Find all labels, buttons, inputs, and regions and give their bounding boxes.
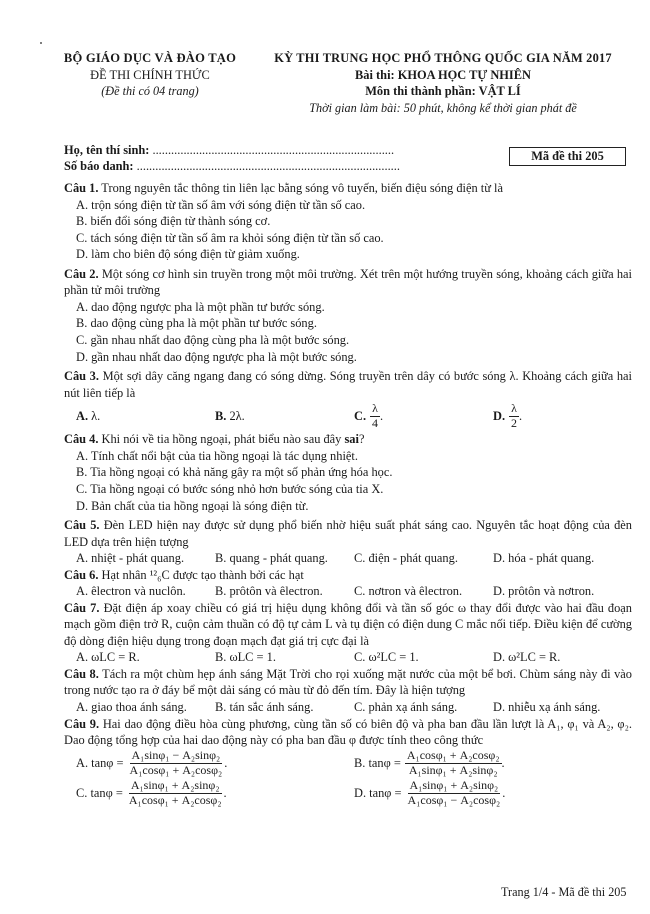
option-b: B. dao động cùng pha là một phần tư bước sóng. — [76, 316, 317, 331]
option-d: D. ω²LC = R. — [493, 650, 561, 665]
option-c: C. điện - phát quang. — [354, 551, 458, 566]
option-c: C. $\frac{\lambda}{4}$ . — [354, 400, 384, 430]
option-c: C. gần nhau nhất dao động cùng pha là một bước sóng. — [76, 333, 350, 348]
option-a: A. λ. — [76, 409, 101, 423]
option-c: C. tanφ = $\frac{\text{A₁sinφ₁ + A₂sinφ₂}}{\text{A₁cosφ₁ + A₂cosφ₂}}$ . — [76, 778, 227, 807]
question-stem: Một sợi dây căng ngang đang có sóng dừng. Sóng truyền trên dây có bước sóng λ. Khoảng cách giữa hai nút liên tiếp là — [64, 369, 632, 400]
option-b: B. biến đổi sóng điện từ thành sóng cơ. — [76, 214, 271, 229]
question-number: Câu 7. — [64, 600, 100, 615]
options-row — [64, 550, 632, 567]
options-row — [64, 401, 632, 431]
option-c: C. tách sóng điện từ tần số âm ra khỏi sóng điện từ tần số cao. — [76, 230, 384, 245]
question-8 — [64, 666, 632, 716]
formula-fraction: $\frac{\text{A₁sinφ₁ + A₂sinφ₂}}{\text{A₁cosφ₁ − A₂cosφ₂}}$ — [407, 778, 501, 807]
header-left — [50, 50, 250, 99]
option-d: D. tanφ = $\frac{\text{A₁sinφ₁ + A₂sinφ₂}}{\text{A₁cosφ₁ − A₂cosφ₂}}$ . — [354, 778, 506, 807]
option-a: A. Tính chất nổi bật của tia hồng ngoại là tác dụng nhiệt. — [76, 448, 358, 463]
candidate-id-field: ..................................................................................... — [133, 159, 400, 173]
exam-code-box: Mã đề thi 205 — [509, 147, 626, 166]
candidate-id-label: Số báo danh: — [64, 159, 134, 173]
question-number: Câu 3. — [64, 369, 99, 384]
candidate-id-line — [64, 158, 400, 174]
exam-component: Môn thi thành phần: VẬT LÍ — [365, 84, 521, 98]
option-a: A. dao động ngược pha là một phần tư bước sóng. — [76, 299, 325, 314]
question-stem: Hạt nhân ¹²₆C được tạo thành bởi các hạt — [98, 567, 304, 582]
questions-body — [64, 180, 632, 809]
question-6 — [64, 567, 632, 600]
option-b: B. Tia hồng ngoại có khả năng gây ra một số phản ứng hóa học. — [76, 465, 393, 480]
option-a: A. êlectron và nuclôn. — [76, 584, 186, 599]
option-b: B. tán sắc ánh sáng. — [215, 699, 314, 714]
options-row-ab — [64, 749, 632, 779]
option-a: A. tanφ = $\frac{\text{A₁sinφ₁ − A₂sinφ₂}}{\text{A₁cosφ₁ + A₂cosφ₂}}$ . — [76, 748, 228, 777]
option-d: D. nhiễu xạ ánh sáng. — [493, 699, 601, 714]
ministry-name: BỘ GIÁO DỤC VÀ ĐÀO TẠO — [63, 51, 237, 65]
option-b: B. quang - phát quang. — [215, 551, 328, 566]
question-stem: Đèn LED hiện nay được sử dụng phổ biến nhờ hiệu suất phát sáng cao. Nguyên tắc hoạt động của đèn LED dựa trên hiện tượng — [64, 518, 632, 549]
page-footer: Trang 1/4 - Mã đề thi 205 — [501, 885, 627, 899]
formula-fraction: $\frac{\text{A₁cosφ₁ + A₂cosφ₂}}{\text{A₁sinφ₁ + A₂sinφ₂}}$ — [406, 748, 500, 777]
candidate-name-field: .............................................................................. — [149, 143, 395, 157]
question-7 — [64, 600, 632, 666]
question-stem: Hai dao động điều hòa cùng phương, cùng tần số có biên độ và pha ban đầu lần lượt là A₁, φ₁ và A₂, φ₂. Dao động tổng hợp của hai dao động này có pha ban đầu φ được tính theo công thức — [64, 716, 632, 747]
question-stem: Đặt điện áp xoay chiều có giá trị hiệu dụng không đổi và tần số góc ω thay đổi được vào hai đầu đoạn mạch gồm điện trở R, cuộn cảm thuần có độ tự cảm L và tụ điện có điện dung C mắc nối tiếp. Điều kiện để cường độ dòng điện hiệu dụng trong đoạn mạch đạt giá trị cực đại là — [64, 600, 632, 648]
question-number: Câu 1. — [64, 181, 99, 195]
option-b: B. prôtôn và êlectron. — [215, 584, 323, 599]
question-5 — [64, 517, 632, 567]
page-count-note: (Đề thi có 04 trang) — [101, 84, 199, 99]
question-4: Câu 4. Khi nói về tia hồng ngoại, phát biểu nào sau đây sai? A. Tính chất nổi bật của tia hồng ngoại là tác dụng nhiệt. B. Tia hồng ngoại có khả năng gây ra một số phản ứng hóa học. C. Tia hồng ngoại có bước sóng nhỏ hơn bước sóng của tia X. D. Bản chất của tia hồng ngoại là sóng điện từ. — [64, 431, 632, 514]
option-a: A. giao thoa ánh sáng. — [76, 699, 187, 714]
option-a: A. trộn sóng điện từ tần số âm với sóng điện từ tần số cao. — [76, 197, 366, 212]
question-number: Câu 6. — [64, 567, 99, 582]
question-number: Câu 2. — [64, 266, 99, 281]
question-number: Câu 5. — [64, 518, 100, 533]
options-row — [64, 699, 632, 716]
option-a: A. nhiệt - phát quang. — [76, 551, 185, 566]
official-exam-label: ĐỀ THI CHÍNH THỨC — [90, 67, 210, 82]
candidate-info — [64, 142, 400, 174]
question-1 — [64, 180, 632, 263]
question-number: Câu 9. — [64, 716, 100, 731]
options-row — [64, 583, 632, 600]
question-number: Câu 8. — [64, 666, 99, 681]
question-2 — [64, 266, 632, 365]
question-stem: Trong nguyên tắc thông tin liên lạc bằng sóng vô tuyến, biến điệu sóng điện từ là — [98, 181, 503, 195]
option-a: A. ωLC = R. — [76, 650, 140, 665]
option-c: C. Tia hồng ngoại có bước sóng nhỏ hơn bước sóng của tia X. — [76, 481, 384, 496]
question-3 — [64, 368, 632, 431]
option-d: D. $\frac{\lambda}{2}$ . — [493, 400, 523, 430]
option-b: B. ωLC = 1. — [215, 650, 276, 665]
formula-fraction: $\frac{\text{A₁sinφ₁ − A₂sinφ₂}}{\text{A₁cosφ₁ + A₂cosφ₂}}$ — [129, 748, 223, 777]
option-b: B. tanφ = $\frac{\text{A₁cosφ₁ + A₂cosφ₂}}{\text{A₁sinφ₁ + A₂sinφ₂}}$ . — [354, 748, 505, 777]
options-row-cd — [64, 779, 632, 809]
exam-title: KỲ THI TRUNG HỌC PHỔ THÔNG QUỐC GIA NĂM 2017 — [274, 51, 612, 65]
option-d: D. gần nhau nhất dao động ngược pha là một bước sóng. — [76, 349, 357, 364]
candidate-name-label: Họ, tên thí sinh: — [64, 143, 150, 157]
question-emphasis: sai — [344, 432, 359, 447]
header-right — [258, 50, 628, 116]
question-stem: Một sóng cơ hình sin truyền trong một môi trường. Xét trên một hướng truyền sóng, khoảng cách giữa hai phần tử môi trường — [64, 266, 632, 298]
scan-speck — [40, 42, 42, 44]
option-c: C. phản xạ ánh sáng. — [354, 699, 458, 714]
option-c: C. nơtron và êlectron. — [354, 584, 463, 599]
exam-subject: Bài thi: KHOA HỌC TỰ NHIÊN — [355, 67, 531, 82]
candidate-name-line — [64, 142, 400, 158]
options-row — [64, 649, 632, 666]
question-number: Câu 4. — [64, 432, 99, 447]
option-d: D. làm cho biên độ sóng điện từ giảm xuống. — [76, 247, 300, 262]
formula-fraction: $\frac{\text{A₁sinφ₁ + A₂sinφ₂}}{\text{A₁cosφ₁ + A₂cosφ₂}}$ — [128, 778, 222, 807]
option-c: C. ω²LC = 1. — [354, 650, 419, 665]
option-d: D. hóa - phát quang. — [493, 551, 595, 566]
option-b: B. 2λ. — [215, 409, 245, 423]
exam-time: Thời gian làm bài: 50 phút, không kể thời gian phát đề — [309, 100, 577, 115]
question-stem: Tách ra một chùm hẹp ánh sáng Mặt Trời cho rọi xuống mặt nước của một bể bơi. Chùm sáng này đi vào trong nước tạo ra ở đáy bể một dải sáng có màu từ đỏ đến tím. Đây là hiện tượng — [64, 666, 632, 698]
option-d: D. prôtôn và nơtron. — [493, 584, 595, 599]
question-9 — [64, 716, 632, 809]
option-d: D. Bản chất của tia hồng ngoại là sóng điện từ. — [76, 498, 309, 513]
